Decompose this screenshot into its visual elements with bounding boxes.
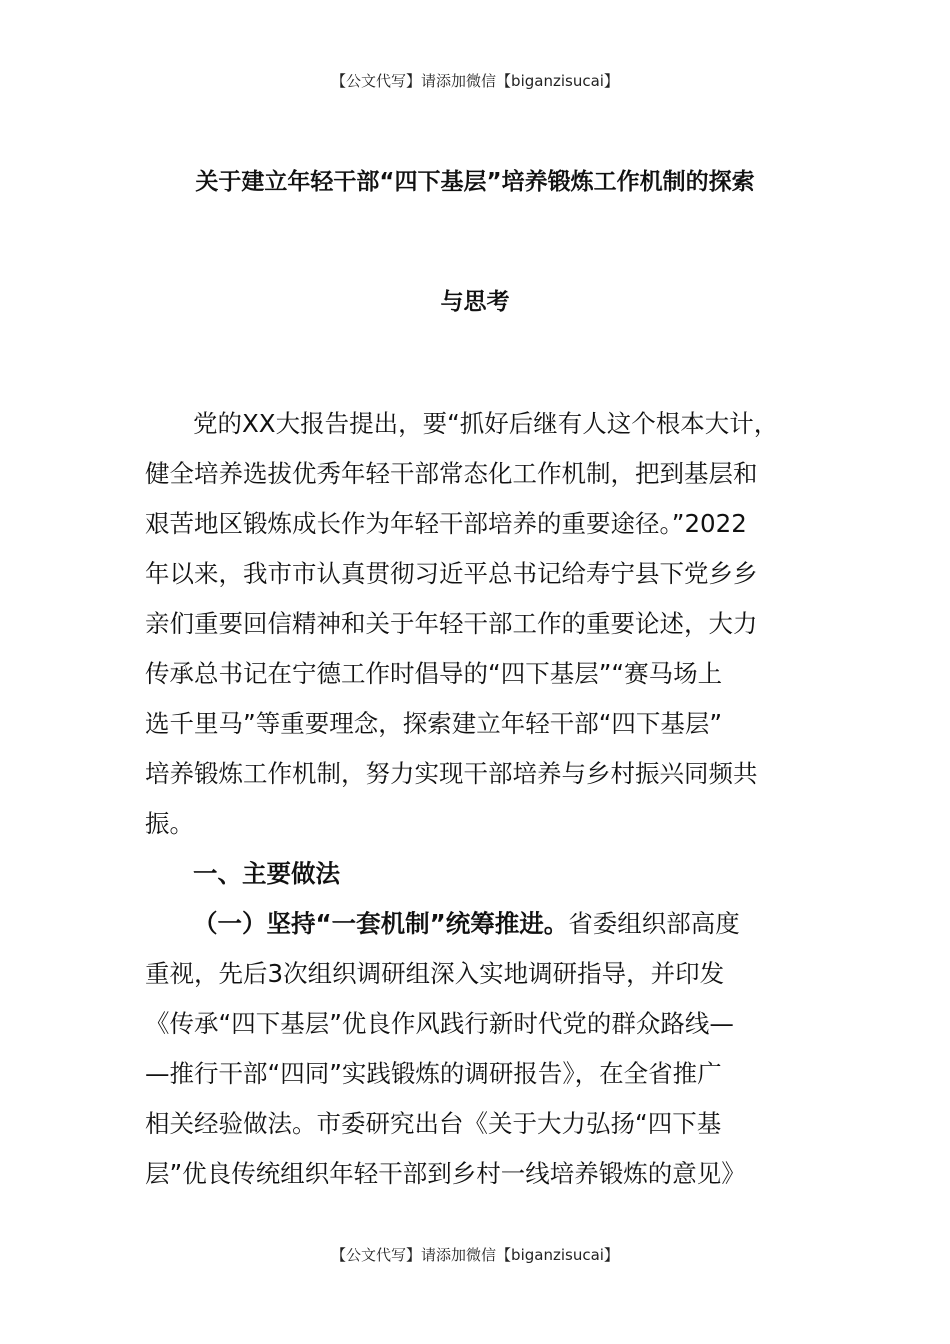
paragraph-1-line: 党的XX大报告提出，要“抓好后继有人这个根本大计， [193, 409, 779, 438]
paragraph-2-line: —推行干部“四同”实践锻炼的调研报告》，在全省推广 [145, 1059, 722, 1088]
paragraph-1-line: 健全培养选拔优秀年轻干部常态化工作机制，把到基层和 [145, 459, 758, 488]
section-heading: 一、主要做法 [193, 859, 340, 888]
paragraph-1-line: 振。 [145, 809, 194, 838]
paragraph-1-line: 亲们重要回信精神和关于年轻干部工作的重要论述，大力 [145, 609, 758, 638]
footer-watermark-note: 【公文代写】请添加微信【biganzisucai】 [331, 1246, 619, 1264]
paragraph-2-line: 层”优良传统组织年轻干部到乡村一线培养锻炼的意见》 [145, 1159, 746, 1188]
paragraph-2-text: 省委组织部高度 [568, 909, 740, 938]
document-title-line-2: 与思考 [440, 289, 510, 315]
paragraph-2-line: 《传承“四下基层”优良作风践行新时代党的群众路线— [145, 1009, 734, 1038]
paragraph-1-line: 艰苦地区锻炼成长作为年轻干部培养的重要途径。”2022 [145, 509, 747, 538]
paragraph-1-line: 传承总书记在宁德工作时倡导的“四下基层”“赛马场上 [145, 659, 723, 688]
header-watermark-note: 【公文代写】请添加微信【biganzisucai】 [331, 72, 619, 90]
paragraph-1-line: 培养锻炼工作机制，努力实现干部培养与乡村振兴同频共 [145, 759, 758, 788]
paragraph-1-line: 选千里马”等重要理念，探索建立年轻干部“四下基层” [145, 709, 723, 738]
document-title-line-1: 关于建立年轻干部“四下基层”培养锻炼工作机制的探索 [195, 169, 755, 195]
paragraph-2-line: 相关经验做法。市委研究出台《关于大力弘扬“四下基 [145, 1109, 722, 1138]
paragraph-2-first-line [193, 905, 740, 940]
subsection-heading: （一）坚持“一套机制”统筹推进。 [193, 909, 569, 938]
paragraph-1-line: 年以来，我市市认真贯彻习近平总书记给寿宁县下党乡乡 [145, 559, 758, 588]
paragraph-2-line: 重视，先后3次组织调研组深入实地调研指导，并印发 [145, 959, 725, 988]
